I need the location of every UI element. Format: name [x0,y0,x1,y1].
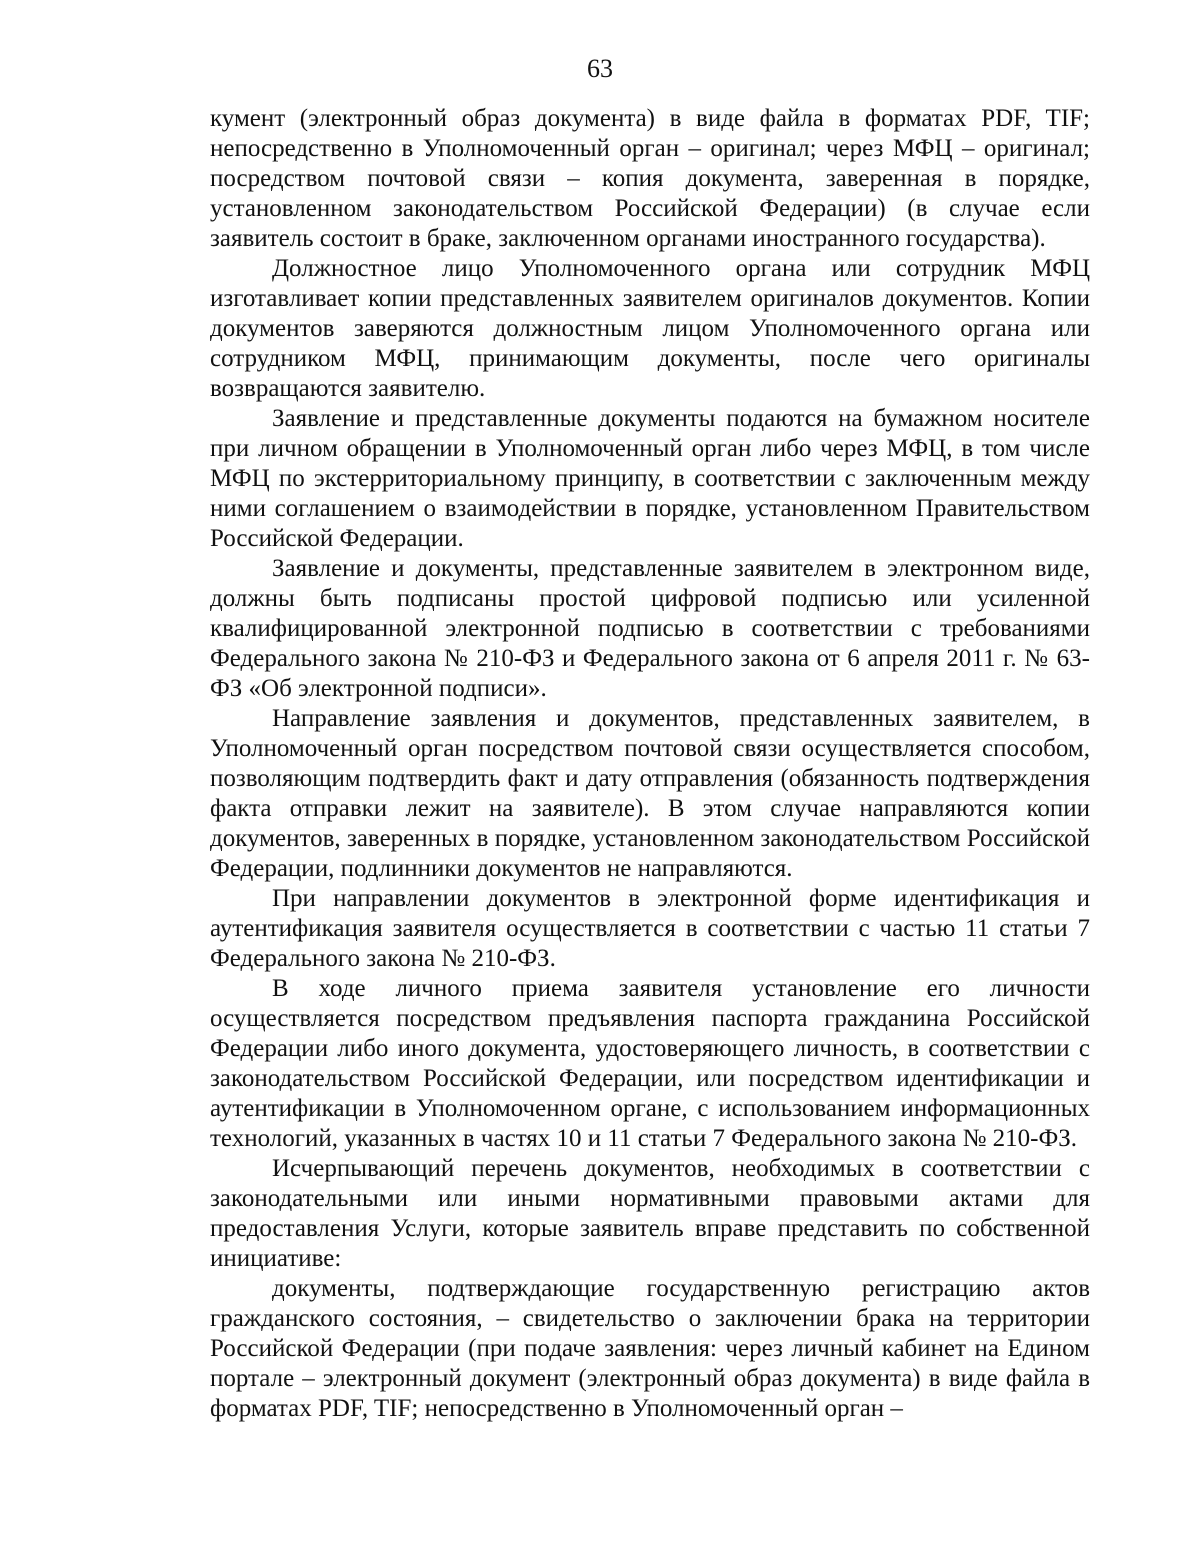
page-number: 63 [587,54,613,83]
paragraph-3: Заявление и представленные документы подаются на бумажном носителе при личном обращении в Уполномоченный орган либо через МФЦ, в том числе МФЦ по экстерриториальному принципу, в соответствии с заключенным между ними соглашением о взаимодействии в порядке, установленном Правительством Российской Федерации. [210,405,1090,552]
paragraph-6: При направлении документов в электронной форме идентификация и аутентификация заявителя осуществляется в соответствии с частью 11 статьи 7 Федерального закона № 210-ФЗ. [210,885,1090,972]
paragraph-5: Направление заявления и документов, представленных заявителем, в Уполномоченный орган посредством почтовой связи осуществляется способом, позволяющим подтвердить факт и дату отправления (обязанность подтверждения факта отправки лежит на заявителе). В этом случае направляются копии документов, заверенных в порядке, установленном законодательством Российской Федерации, подлинники документов не направляются. [210,705,1090,882]
paragraph-7: В ходе личного приема заявителя установление его личности осуществляется посредством предъявления паспорта гражданина Российской Федерации либо иного документа, удостоверяющего личность, в соответствии с законодательством Российской Федерации, или посредством идентификации и аутентификации в Уполномоченном органе, с использованием информационных технологий, указанных в частях 10 и 11 статьи 7 Федерального закона № 210-ФЗ. [210,975,1090,1152]
paragraph-4: Заявление и документы, представленные заявителем в электронном виде, должны быть подписаны простой цифровой подписью или усиленной квалифицированной электронной подписью в соответствии с требованиями Федерального закона № 210-ФЗ и Федерального закона от 6 апреля 2011 г. № 63-ФЗ «Об электронной подписи». [210,555,1090,702]
paragraph-2: Должностное лицо Уполномоченного органа или сотрудник МФЦ изготавливает копии представленных заявителем оригиналов документов. Копии документов заверяются должностным лицом Уполномоченного органа или сотрудником МФЦ, принимающим документы, после чего оригиналы возвращаются заявителю. [210,255,1090,402]
body-text [210,104,1090,1424]
paragraph-1: кумент (электронный образ документа) в виде файла в форматах PDF, TIF; непосредственно в Уполномоченный орган – оригинал; через МФЦ – оригинал; посредством почтовой связи – копия документа, заверенная в порядке, установленном законодательством Российской Федерации) (в случае если заявитель состоит в браке, заключенном органами иностранного государства). [210,105,1090,252]
paragraph-9: документы, подтверждающие государственную регистрацию актов гражданского состояния, – свидетельство о заключении брака на территории Российской Федерации (при подаче заявления: через личный кабинет на Едином портале – электронный документ (электронный образ документа) в виде файла в форматах PDF, TIF; непосредственно в Уполномоченный орган – [210,1275,1090,1422]
paragraph-8: Исчерпывающий перечень документов, необходимых в соответствии с законодательными или иными нормативными правовыми актами для предоставления Услуги, которые заявитель вправе представить по собственной инициативе: [210,1155,1090,1272]
